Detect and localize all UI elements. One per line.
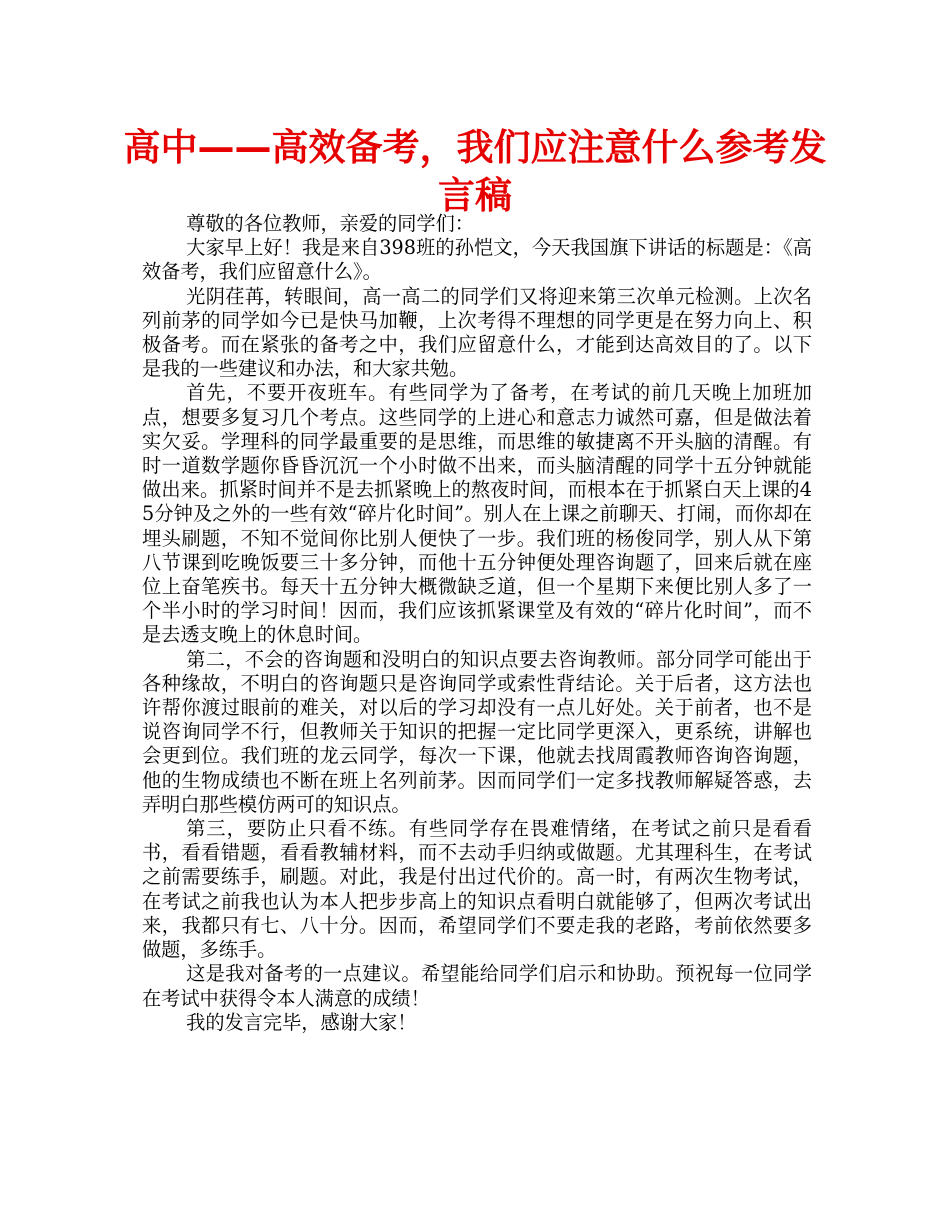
paragraph-intro: 光阴荏苒，转眼间，高一高二的同学们又将迎来第三次单元检测。上次名列前茅的同学如今已是快马加鞭，上次考得不理想的同学更是在努力向上、积极备考。而在紧张的备考之中，我们应留意什么，才能到达高效目的了。以下是我的一些建议和办法，和大家共勉。 bbox=[142, 284, 812, 381]
paragraph-second-point: 第二，不会的咨询题和没明白的知识点要去咨询教师。部分同学可能出于各种缘故，不明白的咨询题只是咨询同学或索性背结论。关于后者，这方法也许帮你渡过眼前的难关，对以后的学习却没有一点儿好处。关于前者，也不是说咨询同学不行，但教师关于知识的把握一定比同学更深入，更系统，讲解也会更到位。我们班的龙云同学，每次一下课，他就去找周霞教师咨询咨询题，他的生物成绩也不断在班上名列前茅。因而同学们一定多找教师解疑答惑，去弄明白那些模仿两可的知识点。 bbox=[142, 647, 812, 816]
document-body bbox=[142, 212, 812, 1035]
salutation: 尊敬的各位教师，亲爱的同学们： bbox=[186, 212, 474, 235]
paragraph-closing: 这是我对备考的一点建议。希望能给同学们启示和协助。预祝每一位同学在考试中获得令本人满意的成绩！ bbox=[142, 962, 812, 1010]
paragraph-first-point: 首先，不要开夜班车。有些同学为了备考，在考试的前几天晚上加班加点，想要多复习几个考点。这些同学的上进心和意志力诚然可嘉，但是做法着实欠妥。学理科的同学最重要的是思维，而思维的敏捷离不开头脑的清醒。有时一道数学题你昏昏沉沉一个小时做不出来，而头脑清醒的同学十五分钟就能做出来。抓紧时间并不是去抓紧晚上的熬夜时间，而根本在于抓紧白天上课的45分钟及之外的一些有效“碎片化时间”。别人在上课之前聊天、打闹，而你却在埋头刷题，不知不觉间你比别人便快了一步。我们班的杨俊同学，别人从下第八节课到吃晚饭要三十多分钟，而他十五分钟便处理咨询题了，回来后就在座位上奋笔疾书。每天十五分钟大概微缺乏道，但一个星期下来便比别人多了一个半小时的学习时间！因而，我们应该抓紧课堂及有效的“碎片化时间”，而不是去透支晚上的休息时间。 bbox=[142, 381, 812, 647]
paragraph-third-point: 第三，要防止只看不练。有些同学存在畏难情绪，在考试之前只是看看书，看看错题，看看教辅材料，而不去动手归纳或做题。尤其理科生，在考试之前需要练手，刷题。对此，我是付出过代价的。高一时，有两次生物考试，在考试之前我也认为本人把步步高上的知识点看明白就能够了，但两次考试出来，我都只有七、八十分。因而，希望同学们不要走我的老路，考前依然要多做题，多练手。 bbox=[142, 817, 812, 962]
document-title: 高中——高效备考，我们应注意什么参考发言稿 bbox=[123, 126, 827, 217]
paragraph-thanks: 我的发言完毕，感谢大家！ bbox=[186, 1010, 417, 1034]
paragraph-greeting: 大家早上好！我是来自398班的孙恺文，今天我国旗下讲话的标题是：《高效备考，我们应留意什么》。 bbox=[142, 236, 812, 284]
